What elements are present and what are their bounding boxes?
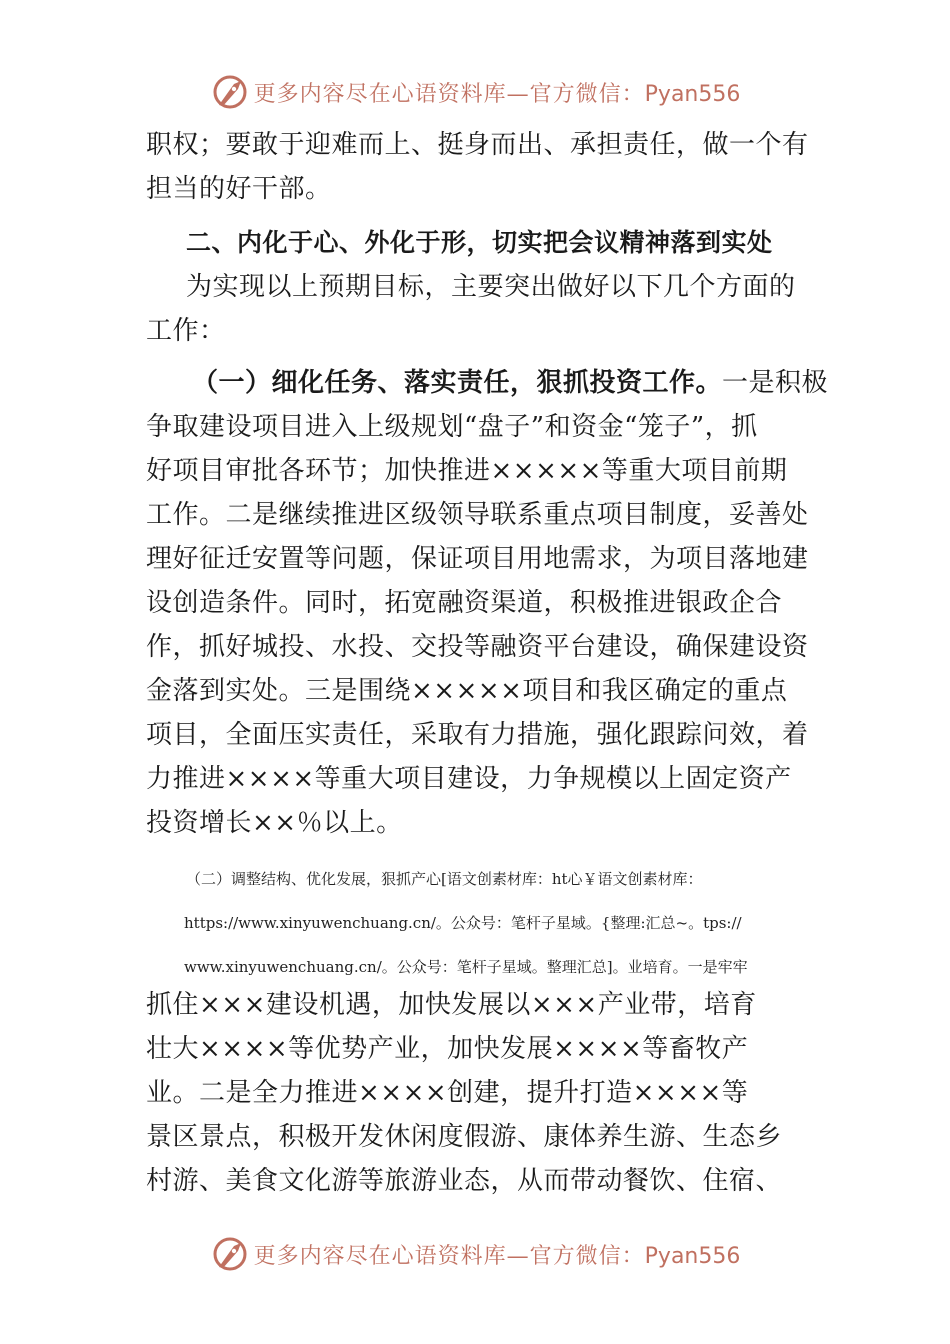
section-heading: 二、内化于心、外化于形，切实把会议精神落到实处: [186, 228, 773, 257]
text-line: 景区景点，积极开发休闲度假游、康体养生游、生态乡: [146, 1122, 783, 1152]
text-line: 投资增长××％以上。: [146, 808, 403, 838]
text-line: 争取建设项目进入上级规划“盘子”和资金“笼子”，抓: [146, 412, 758, 442]
text-line: 设创造条件。同时，拓宽融资渠道，积极推进银政企合: [146, 588, 783, 618]
banner-text: 更多内容尽在心语资料库—官方微信：Pyan556: [253, 81, 741, 107]
pen-nib-icon: [210, 1234, 250, 1274]
text-line: 业。二是全力推进××××创建，提升打造××××等: [146, 1078, 749, 1108]
text-line: 项目，全面压实责任，采取有力措施，强化跟踪问效，着: [146, 720, 809, 750]
text-line: 工作：: [146, 316, 226, 346]
pen-nib-icon: [210, 72, 250, 112]
text-line: 壮大××××等优势产业，加快发展××××等畜牧产: [146, 1034, 749, 1064]
subsection-title: （一）细化任务、落实责任，狠抓投资工作。: [192, 368, 723, 398]
text-line: 力推进××××等重大项目建设，力争规模以上固定资产: [146, 764, 792, 794]
text-line: 好项目审批各环节；加快推进×××××等重大项目前期: [146, 456, 788, 486]
text-line: 担当的好干部。: [146, 174, 332, 204]
text-line: 为实现以上预期目标，主要突出做好以下几个方面的: [186, 272, 796, 302]
text-line: 金落到实处。三是围绕×××××项目和我区确定的重点: [146, 676, 788, 706]
text-line: 村游、美食文化游等旅游业态，从而带动餐饮、住宿、: [146, 1166, 783, 1196]
text-line: 职权；要敢于迎难而上、挺身而出、承担责任，做一个有: [146, 130, 809, 160]
inserted-note-line: https://www.xinyuwenchuang.cn/。公众号：笔杆子星域。{整理:汇总~。tps://: [184, 914, 742, 932]
text-line: 抓住×××建设机遇，加快发展以×××产业带，培育: [146, 990, 757, 1020]
text-line: 工作。二是继续推进区级领导联系重点项目制度，妥善处: [146, 500, 809, 530]
footer-banner: [0, 1232, 950, 1276]
subsection-line: （一）细化任务、落实责任，狠抓投资工作。一是积极: [192, 368, 829, 398]
text-line: 作，抓好城投、水投、交投等融资平台建设，确保建设资: [146, 632, 809, 662]
inserted-note-line: （二）调整结构、优化发展，狠抓产心[语文创素材库：ht心￥语文创素材库：: [186, 870, 703, 888]
inserted-note-line: www.xinyuwenchuang.cn/。公众号：笔杆子星域。整理汇总]。业培育。一是牢牢: [184, 958, 748, 976]
banner-text: 更多内容尽在心语资料库—官方微信：Pyan556: [253, 1243, 741, 1269]
text-line: 理好征迁安置等问题，保证项目用地需求，为项目落地建: [146, 544, 809, 574]
header-banner: [0, 70, 950, 114]
